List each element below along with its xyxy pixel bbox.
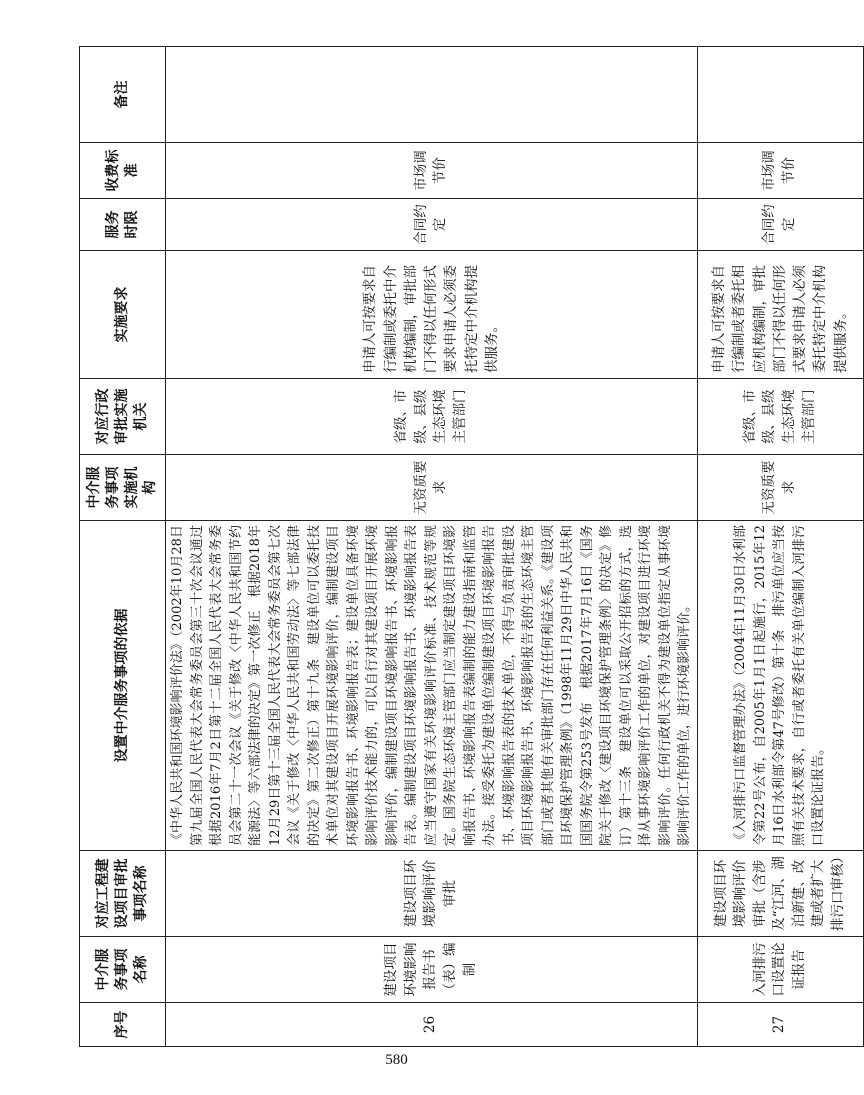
page-number: 580 bbox=[385, 1052, 408, 1068]
row-basis: 《中华人民共和国环境影响评价法》（2002年10月28日第九届全国人民代表大会常务委员会第三十次会议通过 根据2016年7月2日第十二届全国人民代表大会常务委员会第二十一次会议《关于修改〈中华人民共和国节约能源法〉等六部法律的决定》第一次修正 根据2018年12月29日第十三届全国人民代表大会常务委员会第七次会议《关于修改〈中华人民共和国劳动法〉等七部法律的决定》第二次修正）第十九条 建设单位可以委托技术单位对其建设项目开展环境影响评价，编制建设项目环境影响报告书、环境影响报告表；建设单位具备环境影响评价技术能力的，可以自行对其建设项目开展环境影响评价，编制建设项目环境影响报告书、环境影响报告表。编制建设项目环境影响报告书、环境影响报告表应当遵守国家有关环境影响评价标准、技术规范等规定。国务院生态环境主管部门应当制定建设项目环境影响报告书、环境影响报告表编制的能力建设指南和监管办法。接受委托为建设单位编制建设项目环境影响报告书、环境影响报告表的技术单位，不得与负责审批建设项目环境影响报告书、环境影响报告表的生态环境主管部门或者其他有关审批部门存在任何利益关系。《建设项目环境保护管理条例》（1998年11月29日中华人民共和国国务院令第253号发布 根据2017年7月16日《国务院关于修改〈建设项目环境保护管理条例〉的决定》修订）第十三条 建设单位可以采取公开招标的方式，选择从事环境影响评价工作的单位，对建设项目进行环境影响评价。任何行政机关不得为建设单位指定从事环境影响评价工作的单位，进行环境影响评价。 bbox=[166, 521, 698, 851]
row-org: 无资质要求 bbox=[697, 455, 863, 521]
row-org: 无资质要求 bbox=[166, 455, 698, 521]
row-approval: 建设项目环境影响评价审批（含涉及“江河、湖泊新建、改建或者扩大排污口审核） bbox=[697, 851, 863, 937]
header-basis: 设置中介服务事项的依据 bbox=[80, 521, 166, 851]
row-no: 26 bbox=[166, 1003, 698, 1047]
header-requirement: 实施要求 bbox=[80, 251, 166, 379]
header-no: 序号 bbox=[80, 1003, 166, 1047]
header-admin: 对应行政审批实施机关 bbox=[80, 379, 166, 455]
row-time: 合同约定 bbox=[166, 199, 698, 251]
row-remark bbox=[166, 47, 698, 143]
intermediary-services-table bbox=[79, 46, 864, 1047]
header-fee: 收费标准 bbox=[80, 143, 166, 199]
table-row bbox=[697, 47, 863, 1047]
row-requirement: 申请人可按要求自行编制或者委托相应机构编制，审批部门不得以任何形式要求申请人必须委托特定中介机构提供服务。 bbox=[697, 251, 863, 379]
header-remark: 备注 bbox=[80, 47, 166, 143]
row-approval: 建设项目环境影响评价审批 bbox=[166, 851, 698, 937]
row-fee: 市场调节价 bbox=[166, 143, 698, 199]
row-remark bbox=[697, 47, 863, 143]
row-name: 建设项目环境影响报告书（表）编制 bbox=[166, 937, 698, 1003]
header-name: 中介服务事项名称 bbox=[80, 937, 166, 1003]
row-basis: 《入河排污口监督管理办法》（2004年11月30日水利部令第22号公布，自2005年1月1日起施行，2015年12月16日水利部令第47号修改）第十条 排污单位应当按照有关技术要求，自行或者委托有关单位编制入河排污口设置论证报告。 bbox=[697, 521, 863, 851]
row-no: 27 bbox=[697, 1003, 863, 1047]
header-time: 服务时限 bbox=[80, 199, 166, 251]
row-admin: 省级、市级、县级生态环境主管部门 bbox=[166, 379, 698, 455]
row-fee: 市场调节价 bbox=[697, 143, 863, 199]
row-admin: 省级、市级、县级生态环境主管部门 bbox=[697, 379, 863, 455]
row-requirement: 申请人可按要求自行编制或委托中介机构编制，审批部门不得以任何形式要求申请人必须委托特定中介机构提供服务。 bbox=[166, 251, 698, 379]
header-row bbox=[80, 47, 166, 1047]
row-time: 合同约定 bbox=[697, 199, 863, 251]
header-approval: 对应工程建设项目审批事项名称 bbox=[80, 851, 166, 937]
rotated-page bbox=[79, 47, 849, 1047]
table-row bbox=[166, 47, 698, 1047]
row-name: 入河排污口设置论证报告 bbox=[697, 937, 863, 1003]
header-org: 中介服务事项实施机构 bbox=[80, 455, 166, 521]
